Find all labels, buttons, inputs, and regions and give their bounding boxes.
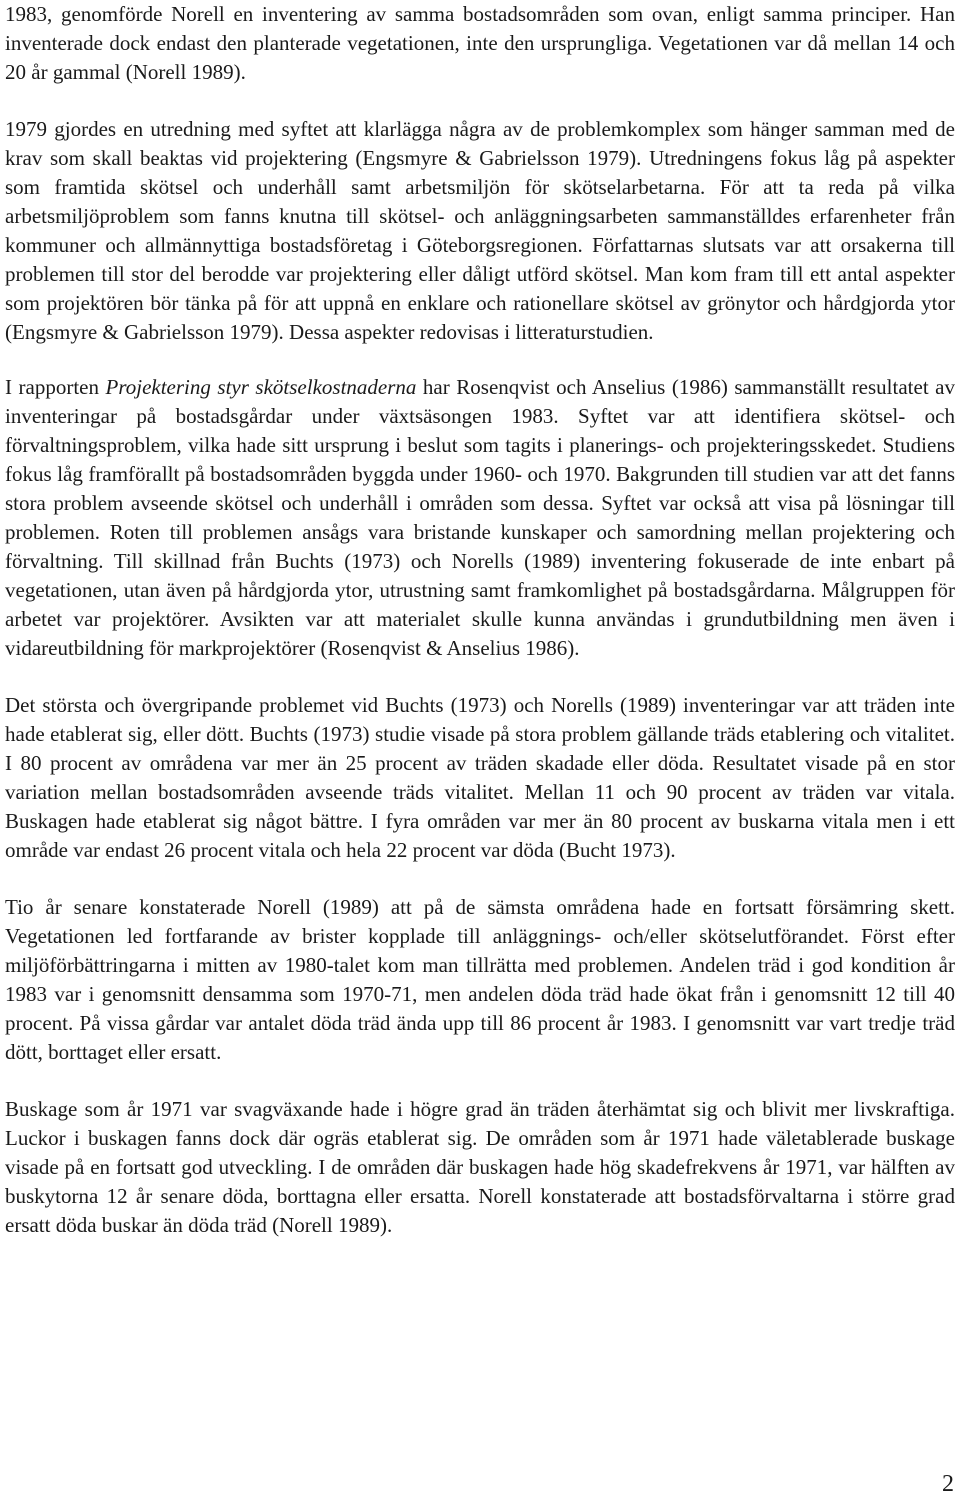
report-title: Projektering styr skötselkostnaderna bbox=[105, 375, 417, 399]
paragraph-buskage-1971: Buskage som år 1971 var svagväxande hade i högre grad än träden återhämtat sig och blivit mer livskraftiga. Luckor i buskagen fanns dock där ogräs etablerat sig. De områden som år 1971 hade väletablerade buskage visade på en fortsatt god utveckling. I de områden där buskagen hade hög skadefrekvens år 1971, var hälften av buskytorna 12 år senare döda, borttagna eller ersatta. Norell konstaterade att bostadsförvaltarna i större grad ersatt döda buskar än döda träd (Norell 1989). bbox=[5, 1097, 955, 1237]
paragraph-norell-1983: 1983, genomförde Norell en inventering av samma bostadsområden som ovan, enligt samma principer. Han inventerade dock endast den planterade vegetationen, inte den ursprungliga. Vegetationen var då mellan 14 och 20 år gammal (Norell 1989). bbox=[5, 2, 955, 84]
page-number: 2 bbox=[942, 1471, 954, 1497]
paragraph-text-after-title: har Rosenqvist och Anselius (1986) sammanställt resultatet av inventeringar på bostadsgårdar under växtsäsongen 1983. Syftet var att identifiera skötsel- och förvaltningsproblem, vilka hade sitt ursprung i beslut som tagits i planerings- och projekteringsskedet. Studiens fokus låg framförallt på bostadsområden byggda under 1960- och 1970. Bakgrunden till studien var att det fanns stora problem avseende skötsel och underhåll i områden som dessa. Syftet var också att visa på lösningar till problemen. Roten till problemen ansågs vara bristande kunskaper och samordning mellan projektering och förvaltning. Till skillnad från Buchts (1973) och Norells (1989) inventering fokuserade de inte enbart på vegetationen, utan även på hårdgjorda ytor, utrustning samt framkomlighet på bostadsgårdarna. Målgruppen för arbetet var projektörer. Avsikten var att materialet skulle kunna användas i grundutbildning men även i vidareutbildning för markprojektörer (Rosenqvist & Anselius 1986). bbox=[5, 375, 955, 660]
document-page bbox=[5, 0, 955, 1240]
paragraph-rosenqvist-1986 bbox=[5, 373, 955, 663]
paragraph-bucht-1973: Det största och övergripande problemet vid Buchts (1973) och Norells (1989) inventeringar var att träden inte hade etablerat sig, eller dött. Buchts (1973) studie visade på stora problem gällande träds etablering och vitalitet. I 80 procent av områdena var mer än 25 procent av träden skadade eller döda. Resultatet visade på en stor variation mellan bostadsområden avseende träds vitalitet. Mellan 11 och 90 procent av träden var vitala. Buskagen hade etablerat sig något bättre. I fyra områden var mer än 80 procent av buskarna vitala men i ett område var endast 26 procent vitala och hela 22 procent var döda (Bucht 1973). bbox=[5, 693, 955, 862]
paragraph-norell-1989: Tio år senare konstaterade Norell (1989) att på de sämsta områdena hade en fortsatt försämring skett. Vegetationen led fortfarande av brister kopplade till anläggnings- och/eller skötselutförandet. Först efter miljöförbättringarna i mitten av 1980-talet kom man tillrätta med problemen. Andelen träd i god kondition år 1983 var i genomsnitt densamma som 1970-71, men andelen döda träd hade ökat från i genomsnitt 12 till 40 procent. På vissa gårdar var antalet döda träd ända upp till 86 procent år 1983. I genomsnitt var vart tredje träd dött, borttaget eller ersatt. bbox=[5, 895, 955, 1064]
paragraph-text-before-title: I rapporten bbox=[5, 375, 106, 399]
paragraph-engsmyre-1979: 1979 gjordes en utredning med syftet att klarlägga några av de problemkomplex som hänger samman med de krav som skall beaktas vid projektering (Engsmyre & Gabrielsson 1979). Utredningens fokus låg på aspekter som framtida skötsel och underhåll samt arbetsmiljön för skötselarbetarna. För att ta reda på vilka arbetsmiljöproblem som fanns knutna till skötsel- och anläggningsarbeten sammanställdes erfarenheter från kommuner och allmännyttiga bostadsföretag i Göteborgsregionen. Författarnas slutsats var att orsakerna till problemen till stor del berodde var projektering eller dåligt utförd skötsel. Man kom fram till ett antal aspekter som projektören bör tänka på för att uppnå en enklare och rationellare skötsel av grönytor och hårdgjorda ytor (Engsmyre & Gabrielsson 1979). Dessa aspekter redovisas i litteraturstudien. bbox=[5, 117, 955, 344]
